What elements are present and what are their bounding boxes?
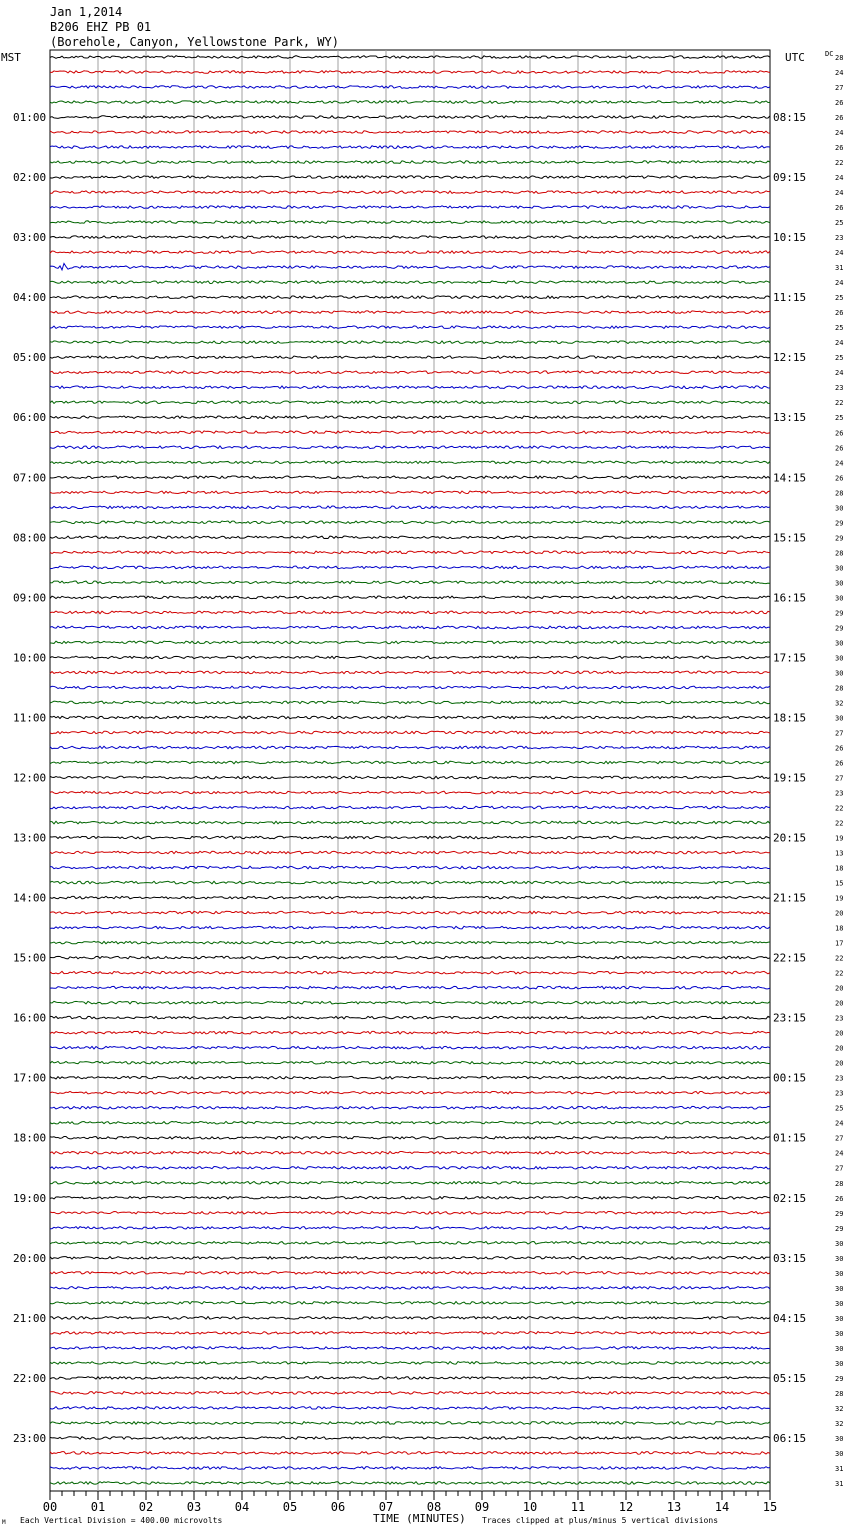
dc-offset-value: 28 — [835, 684, 844, 693]
x-tick-label: 06 — [330, 1500, 346, 1514]
dc-offset-value: 25 — [835, 354, 844, 363]
utc-label: 23:15 — [773, 1011, 807, 1025]
trace-row-52 — [50, 836, 770, 839]
dc-offset-value: 30 — [835, 1314, 844, 1323]
dc-offset-value: 28 — [835, 1389, 844, 1398]
trace-row-95 — [50, 1482, 770, 1485]
trace-row-42 — [50, 686, 770, 689]
trace-row-45 — [50, 731, 770, 734]
dc-offset-value: 26 — [835, 759, 844, 768]
trace-row-84 — [50, 1317, 770, 1320]
mst-label: 04:00 — [13, 291, 47, 305]
trace-row-26 — [50, 446, 770, 449]
dc-offset-value: 29 — [835, 1209, 844, 1218]
mst-label: 03:00 — [13, 231, 47, 245]
dc-offset-value: 20 — [835, 984, 844, 993]
corner-mark: M — [2, 1519, 6, 1526]
trace-row-86 — [50, 1347, 770, 1350]
trace-row-54 — [50, 866, 770, 869]
mst-label: 17:00 — [13, 1071, 47, 1085]
trace-row-18 — [50, 326, 770, 329]
mst-label: 06:00 — [13, 411, 47, 425]
utc-label: 03:15 — [773, 1251, 807, 1265]
dc-offset-value: 24 — [835, 459, 844, 468]
trace-row-78 — [50, 1226, 770, 1229]
station-location: (Borehole, Canyon, Yellowstone Park, WY) — [50, 35, 339, 49]
dc-offset-value: 26 — [835, 114, 844, 123]
trace-row-81 — [50, 1272, 770, 1275]
trace-row-47 — [50, 761, 770, 764]
trace-row-12 — [50, 236, 770, 239]
trace-row-87 — [50, 1362, 770, 1365]
mst-label: 23:00 — [13, 1431, 47, 1445]
dc-offset-value: 24 — [835, 249, 844, 258]
mst-label: 08:00 — [13, 531, 47, 545]
dc-offset-value: 30 — [835, 594, 844, 603]
dc-offset-value: 29 — [835, 624, 844, 633]
trace-row-24 — [50, 416, 770, 419]
utc-label: 19:15 — [773, 771, 807, 785]
trace-row-0 — [50, 56, 770, 59]
x-tick-label: 09 — [474, 1500, 490, 1514]
x-tick-label: 03 — [186, 1500, 202, 1514]
utc-label: 10:15 — [773, 231, 807, 245]
x-tick-label: 01 — [90, 1500, 106, 1514]
utc-hour-labels — [773, 111, 806, 1445]
utc-label: 11:15 — [773, 291, 807, 305]
trace-row-30 — [50, 506, 770, 509]
dc-offset-value: 24 — [835, 189, 844, 198]
dc-offset-value: 30 — [835, 1299, 844, 1308]
dc-offset-value: 28 — [835, 1179, 844, 1188]
trace-row-70 — [50, 1106, 770, 1109]
mst-label: 22:00 — [13, 1371, 47, 1385]
dc-offset-value: 30 — [835, 1359, 844, 1368]
trace-row-1 — [50, 71, 770, 74]
dc-offset-value: 32 — [835, 1404, 844, 1413]
mst-label: 12:00 — [13, 771, 47, 785]
x-tick-label: 14 — [714, 1500, 730, 1514]
dc-offset-value: 30 — [835, 1344, 844, 1353]
x-tick-label: 15 — [762, 1500, 778, 1514]
trace-row-57 — [50, 911, 770, 914]
dc-offset-value: 20 — [835, 909, 844, 918]
dc-offset-value: 18 — [835, 864, 844, 873]
dc-offset-value: 30 — [835, 579, 844, 588]
dc-offset-value: 17 — [835, 939, 844, 948]
trace-row-11 — [50, 221, 770, 224]
trace-row-51 — [50, 821, 770, 824]
mst-label: 11:00 — [13, 711, 47, 725]
dc-offset-value: 29 — [835, 534, 844, 543]
trace-row-66 — [50, 1046, 770, 1049]
footer-block — [2, 1512, 718, 1526]
utc-label: 00:15 — [773, 1071, 807, 1085]
dc-offset-header: DC — [825, 50, 834, 58]
trace-row-41 — [50, 671, 770, 674]
x-tick-label: 00 — [42, 1500, 58, 1514]
dc-offset-value: 22 — [835, 954, 844, 963]
dc-offset-value: 20 — [835, 1029, 844, 1038]
clip-note: Traces clipped at plus/minus 5 vertical divisions — [482, 1516, 719, 1525]
mst-label: 02:00 — [13, 171, 47, 185]
dc-offset-value: 30 — [835, 654, 844, 663]
dc-offset-value: 24 — [835, 1119, 844, 1128]
dc-offset-value: 30 — [835, 1284, 844, 1293]
dc-offset-value: 26 — [835, 99, 844, 108]
trace-row-7 — [50, 161, 770, 164]
dc-offset-value: 22 — [835, 804, 844, 813]
dc-offset-value: 25 — [835, 294, 844, 303]
dc-offset-column — [835, 54, 843, 1488]
utc-label: 16:15 — [773, 591, 807, 605]
dc-offset-value: 15 — [835, 879, 844, 888]
dc-offset-value: 25 — [835, 324, 844, 333]
trace-row-48 — [50, 776, 770, 779]
trace-row-4 — [50, 116, 770, 119]
dc-offset-value: 24 — [835, 69, 844, 78]
utc-label: 05:15 — [773, 1371, 807, 1385]
x-tick-label: 11 — [570, 1500, 586, 1514]
trace-row-76 — [50, 1196, 770, 1199]
utc-label: 09:15 — [773, 171, 807, 185]
dc-offset-value: 30 — [835, 1239, 844, 1248]
dc-offset-value: 28 — [835, 549, 844, 558]
trace-row-75 — [50, 1181, 770, 1184]
dc-offset-value: 30 — [835, 639, 844, 648]
dc-offset-value: 24 — [835, 129, 844, 138]
trace-row-83 — [50, 1302, 770, 1305]
trace-row-40 — [50, 656, 770, 659]
dc-offset-value: 26 — [835, 309, 844, 318]
left-timezone-label: MST — [1, 51, 21, 64]
dc-offset-value: 30 — [835, 1329, 844, 1338]
x-tick-label: 08 — [426, 1500, 442, 1514]
mst-label: 09:00 — [13, 591, 47, 605]
dc-offset-value: 24 — [835, 369, 844, 378]
right-timezone-label: UTC — [785, 51, 805, 64]
dc-offset-value: 25 — [835, 414, 844, 423]
dc-offset-value: 31 — [835, 264, 844, 273]
trace-row-17 — [50, 311, 770, 314]
trace-row-3 — [50, 101, 770, 104]
trace-row-36 — [50, 596, 770, 599]
dc-offset-value: 26 — [835, 474, 844, 483]
trace-row-35 — [50, 581, 770, 584]
trace-row-33 — [50, 551, 770, 554]
dc-offset-value: 24 — [835, 174, 844, 183]
dc-offset-value: 22 — [835, 819, 844, 828]
mst-label: 15:00 — [13, 951, 47, 965]
dc-offset-value: 26 — [835, 1194, 844, 1203]
trace-row-37 — [50, 611, 770, 614]
trace-row-74 — [50, 1166, 770, 1169]
x-axis-title: TIME (MINUTES) — [373, 1512, 466, 1525]
dc-offset-value: 26 — [835, 744, 844, 753]
mst-label: 18:00 — [13, 1131, 47, 1145]
dc-offset-value: 23 — [835, 1014, 844, 1023]
trace-row-92 — [50, 1437, 770, 1440]
dc-offset-value: 28 — [835, 54, 844, 62]
trace-row-67 — [50, 1061, 770, 1064]
utc-label: 21:15 — [773, 891, 807, 905]
x-tick-label: 10 — [522, 1500, 538, 1514]
dc-offset-value: 23 — [835, 1089, 844, 1098]
dc-offset-value: 27 — [835, 729, 844, 738]
trace-row-91 — [50, 1422, 770, 1425]
trace-row-21 — [50, 371, 770, 374]
dc-offset-value: 30 — [835, 564, 844, 573]
utc-label: 02:15 — [773, 1191, 807, 1205]
trace-row-23 — [50, 401, 770, 404]
dc-offset-value: 24 — [835, 1149, 844, 1158]
dc-offset-value: 29 — [835, 1374, 844, 1383]
dc-offset-value: 30 — [835, 1434, 844, 1443]
trace-row-85 — [50, 1332, 770, 1335]
trace-row-80 — [50, 1257, 770, 1260]
dc-offset-value: 30 — [835, 669, 844, 678]
dc-offset-value: 22 — [835, 969, 844, 978]
trace-row-22 — [50, 386, 770, 389]
trace-row-56 — [50, 896, 770, 899]
trace-row-68 — [50, 1076, 770, 1079]
dc-offset-value: 30 — [835, 1269, 844, 1278]
trace-row-10 — [50, 206, 770, 209]
dc-offset-value: 20 — [835, 1059, 844, 1068]
trace-row-49 — [50, 791, 770, 794]
trace-row-6 — [50, 146, 770, 149]
trace-row-53 — [50, 851, 770, 854]
dc-offset-value: 27 — [835, 1164, 844, 1173]
trace-row-62 — [50, 986, 770, 989]
trace-row-16 — [50, 296, 770, 299]
dc-offset-value: 23 — [835, 234, 844, 243]
utc-label: 12:15 — [773, 351, 807, 365]
dc-offset-value: 19 — [835, 894, 844, 903]
trace-row-28 — [50, 476, 770, 479]
trace-row-44 — [50, 716, 770, 719]
trace-row-93 — [50, 1452, 770, 1455]
trace-row-61 — [50, 971, 770, 974]
trace-row-31 — [50, 521, 770, 524]
mst-label: 07:00 — [13, 471, 47, 485]
trace-row-71 — [50, 1121, 770, 1124]
trace-row-59 — [50, 941, 770, 944]
trace-row-63 — [50, 1001, 770, 1004]
dc-offset-value: 18 — [835, 924, 844, 933]
station-code: B206 EHZ PB 01 — [50, 20, 152, 34]
trace-row-14 — [50, 263, 770, 269]
trace-row-82 — [50, 1287, 770, 1290]
time-axis — [43, 1491, 777, 1514]
trace-row-38 — [50, 626, 770, 629]
mst-label: 13:00 — [13, 831, 47, 845]
utc-label: 14:15 — [773, 471, 807, 485]
x-tick-label: 04 — [234, 1500, 250, 1514]
dc-offset-value: 19 — [835, 834, 844, 843]
dc-offset-value: 27 — [835, 84, 844, 93]
utc-label: 06:15 — [773, 1431, 807, 1445]
dc-offset-value: 24 — [835, 339, 844, 348]
dc-offset-value: 29 — [835, 609, 844, 618]
dc-offset-value: 31 — [835, 1479, 844, 1488]
trace-row-72 — [50, 1136, 770, 1139]
dc-offset-value: 29 — [835, 1224, 844, 1233]
trace-row-27 — [50, 461, 770, 464]
trace-row-88 — [50, 1377, 770, 1380]
dc-offset-value: 30 — [835, 714, 844, 723]
x-tick-label: 12 — [618, 1500, 634, 1514]
mst-label: 20:00 — [13, 1251, 47, 1265]
dc-offset-value: 13 — [835, 849, 844, 858]
trace-row-15 — [50, 281, 770, 284]
mst-label: 10:00 — [13, 651, 47, 665]
dc-offset-value: 20 — [835, 1044, 844, 1053]
trace-row-5 — [50, 131, 770, 134]
trace-row-20 — [50, 356, 770, 359]
dc-offset-value: 32 — [835, 699, 844, 708]
dc-offset-value: 27 — [835, 1134, 844, 1143]
trace-row-8 — [50, 176, 770, 179]
trace-row-73 — [50, 1151, 770, 1154]
x-tick-label: 13 — [666, 1500, 682, 1514]
dc-offset-value: 26 — [835, 144, 844, 153]
trace-row-77 — [50, 1211, 770, 1214]
utc-label: 04:15 — [773, 1311, 807, 1325]
trace-row-50 — [50, 806, 770, 809]
trace-row-89 — [50, 1392, 770, 1395]
trace-row-55 — [50, 881, 770, 884]
dc-offset-value: 25 — [835, 1104, 844, 1113]
utc-label: 22:15 — [773, 951, 807, 965]
x-tick-label: 02 — [138, 1500, 154, 1514]
trace-row-90 — [50, 1407, 770, 1410]
trace-row-39 — [50, 641, 770, 644]
dc-offset-value: 27 — [835, 774, 844, 783]
x-tick-label: 05 — [282, 1500, 298, 1514]
dc-offset-value: 23 — [835, 384, 844, 393]
trace-row-34 — [50, 566, 770, 569]
trace-row-58 — [50, 926, 770, 929]
utc-label: 13:15 — [773, 411, 807, 425]
vertical-scale-note: Each Vertical Division = 400.00 microvolts — [20, 1516, 223, 1525]
dc-offset-value: 23 — [835, 1074, 844, 1083]
mst-hour-labels — [13, 111, 46, 1445]
dc-offset-value: 30 — [835, 1254, 844, 1263]
utc-label: 18:15 — [773, 711, 807, 725]
utc-label: 15:15 — [773, 531, 807, 545]
trace-row-65 — [50, 1031, 770, 1034]
dc-offset-value: 25 — [835, 219, 844, 228]
dc-offset-value: 30 — [835, 504, 844, 513]
dc-offset-value: 32 — [835, 1419, 844, 1428]
dc-offset-value: 24 — [835, 279, 844, 288]
mst-label: 14:00 — [13, 891, 47, 905]
mst-label: 21:00 — [13, 1311, 47, 1325]
trace-row-43 — [50, 701, 770, 704]
trace-row-79 — [50, 1241, 770, 1244]
trace-row-29 — [50, 491, 770, 494]
utc-label: 01:15 — [773, 1131, 807, 1145]
utc-label: 08:15 — [773, 111, 807, 125]
utc-label: 20:15 — [773, 831, 807, 845]
mst-label: 05:00 — [13, 351, 47, 365]
dc-offset-value: 20 — [835, 999, 844, 1008]
trace-row-46 — [50, 746, 770, 749]
trace-row-2 — [50, 86, 770, 89]
mst-label: 19:00 — [13, 1191, 47, 1205]
utc-label: 17:15 — [773, 651, 807, 665]
trace-row-94 — [50, 1467, 770, 1470]
dc-offset-value: 26 — [835, 204, 844, 213]
mst-label: 16:00 — [13, 1011, 47, 1025]
dc-offset-value: 26 — [835, 444, 844, 453]
trace-row-60 — [50, 956, 770, 959]
dc-offset-value: 29 — [835, 519, 844, 528]
trace-row-13 — [50, 251, 770, 254]
dc-offset-value: 31 — [835, 1464, 844, 1473]
dc-offset-value: 30 — [835, 1449, 844, 1458]
mst-label: 01:00 — [13, 111, 47, 125]
dc-offset-value: 22 — [835, 159, 844, 168]
trace-row-25 — [50, 431, 770, 434]
dc-offset-value: 23 — [835, 789, 844, 798]
trace-row-9 — [50, 191, 770, 194]
trace-row-69 — [50, 1091, 770, 1094]
trace-row-64 — [50, 1016, 770, 1019]
header-block — [50, 5, 339, 49]
dc-offset-value: 28 — [835, 489, 844, 498]
dc-offset-value: 22 — [835, 399, 844, 408]
trace-row-32 — [50, 536, 770, 539]
record-date: Jan 1,2014 — [50, 5, 123, 19]
x-tick-label: 07 — [378, 1500, 394, 1514]
dc-offset-value: 26 — [835, 429, 844, 438]
trace-row-19 — [50, 341, 770, 344]
seismic-traces — [50, 56, 770, 1485]
